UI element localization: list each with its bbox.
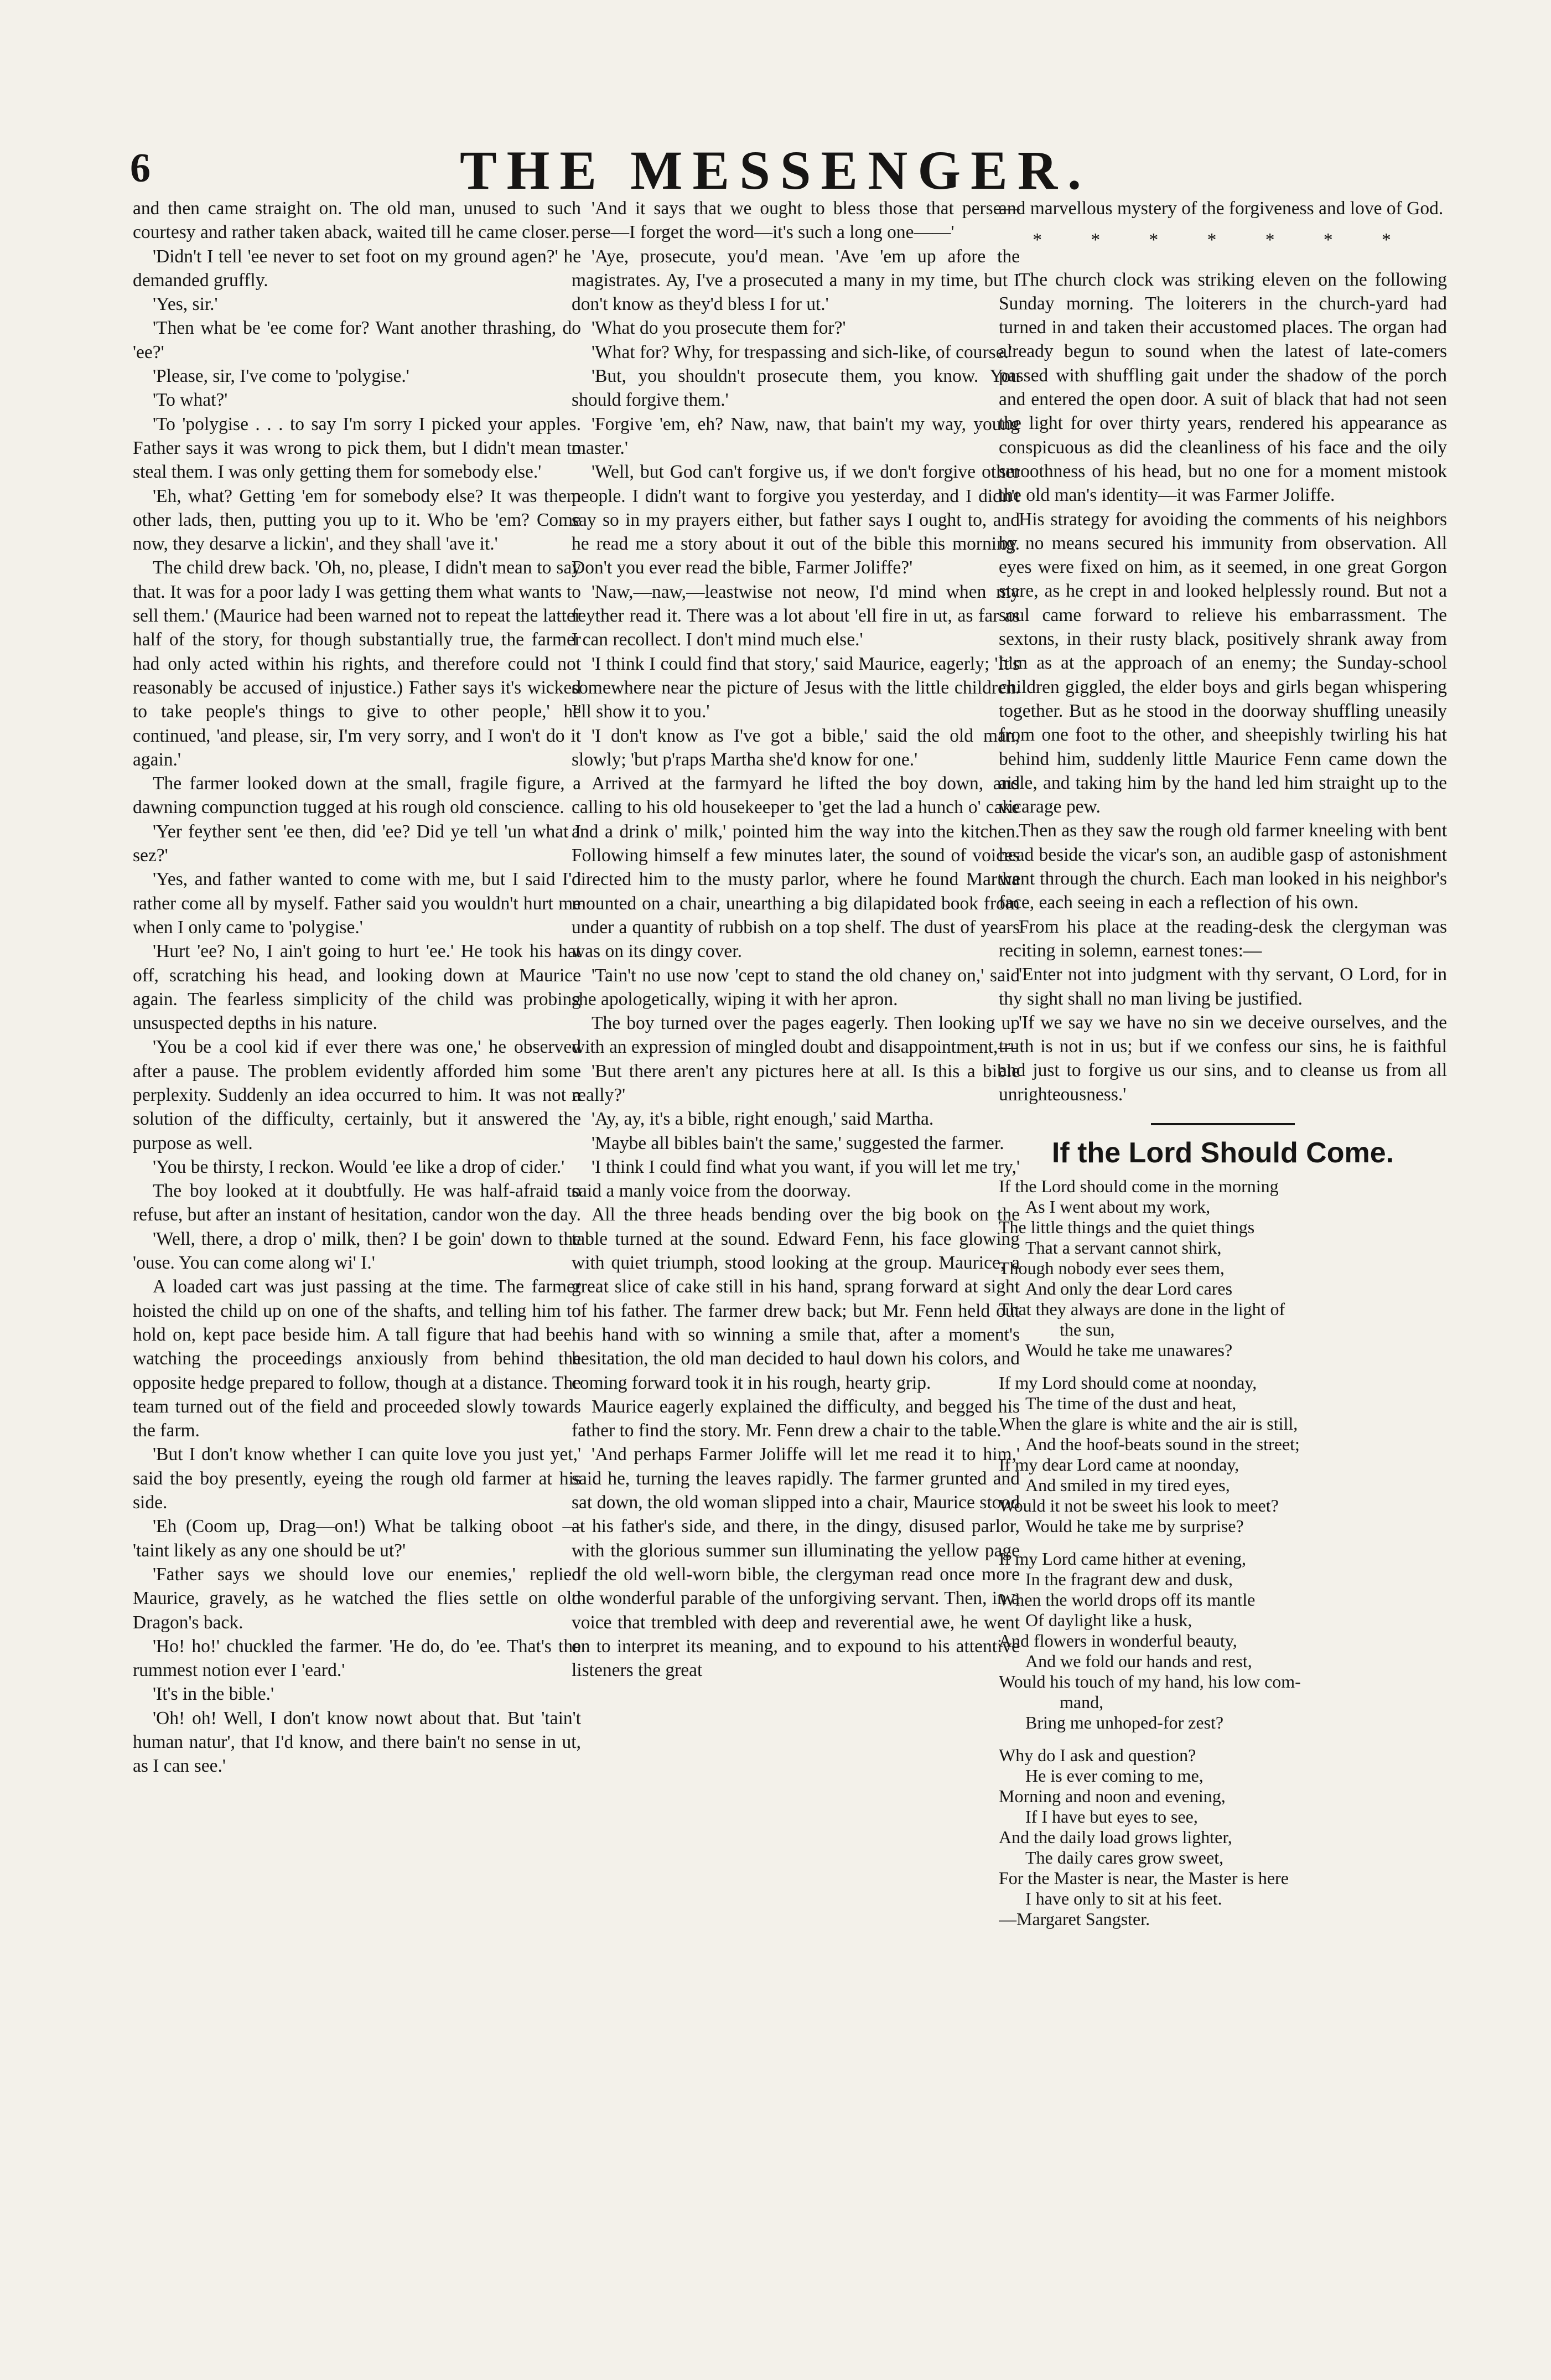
paragraph: 'Eh, what? Getting 'em for somebody else? It was them other lads, then, putting you up to it. Who be 'em? Come now, they desarve a lickin', and they shall 'ave it.' (133, 485, 581, 555)
paragraph: 'Aye, prosecute, you'd mean. 'Ave 'em up afore the magistrates. Ay, I've a prosecuted a many in my time, but I don't know as they'd bless I for ut.' (572, 246, 1020, 315)
poem-line: When the world drops off its mantle (999, 1589, 1256, 1610)
paragraph: 'Forgive 'em, eh? Naw, naw, that bain't my way, young master.' (572, 413, 1020, 458)
paragraph: 'Yer feyther sent 'ee then, did 'ee? Did ye tell 'un what I sez?' (133, 821, 581, 866)
poem-line: As I went about my work, (1025, 1196, 1211, 1217)
paragraph: 'Tain't no use now 'cept to stand the old chaney on,' said she apologetically, wiping it with her apron. (572, 965, 1020, 1010)
poem-line: The daily cares grow sweet, (1025, 1847, 1224, 1867)
paragraph: 'But I don't know whether I can quite love you just yet,' said the boy presently, eyeing the rough old farmer at his side. (133, 1444, 581, 1513)
poem-line: The little things and the quiet things (999, 1217, 1255, 1237)
paragraph: 'Enter not into judgment with thy servant, O Lord, for in thy sight shall no man living be justified. (999, 964, 1447, 1009)
poem-stanza (999, 1745, 1447, 1929)
paragraph: A loaded cart was just passing at the time. The farmer hoisted the child up on one of the shafts, and telling him to hold on, kept pace beside him. A tall figure that had been watching the proceedings anxiously from behind the opposite hedge prepared to follow, though at a distance. The team turned out of the field and proceeded slowly towards the farm. (133, 1276, 581, 1441)
poem-line: For the Master is near, the Master is here (999, 1867, 1289, 1888)
paragraph: 'What do you prosecute them for?' (592, 318, 846, 339)
poem-line: In the fragrant dew and dusk, (1025, 1569, 1233, 1589)
poem-line: Though nobody ever sees them, (999, 1258, 1225, 1278)
paragraph: 'I think I could find that story,' said Maurice, eagerly; 'It's somewhere near the picture of Jesus with the little children. I'll show it to you.' (572, 653, 1020, 722)
poem-line: the sun, (1060, 1319, 1115, 1339)
paragraph: 'Well, but God can't forgive us, if we don't forgive other people. I didn't want to forgive you yesterday, and I didn't say so in my prayers either, but father says I ought to, and he read me a story about it out of the bible this morning. Don't you ever read the bible, Farmer Joliffe?' (572, 462, 1020, 578)
paragraph: 'But there aren't any pictures here at all. Is this a bible really?' (572, 1060, 1020, 1105)
paragraph: 'Ho! ho!' chuckled the farmer. 'He do, do 'ee. That's the rummest notion ever I 'eard.' (133, 1636, 581, 1681)
paragraph: 'Oh! oh! Well, I don't know nowt about that. But 'tain't human natur', that I'd know, and there bain't no sense in ut, as I can see.' (133, 1708, 581, 1777)
section-separator-stars: * * * * * * * (1033, 230, 1413, 251)
poem-line: Why do I ask and question? (999, 1745, 1196, 1765)
poem-line: That a servant cannot shirk, (1025, 1237, 1222, 1258)
paragraph: 'You be thirsty, I reckon. Would 'ee like a drop of cider.' (153, 1156, 565, 1177)
paragraph: 'If we say we have no sin we deceive ourselves, and the truth is not in us; but if we confess our sins, he is faithful and just to forgive us our sins, and to cleanse us from all unrighteousness.' (999, 1012, 1447, 1105)
paragraph: 'I don't know as I've got a bible,' said the old man, slowly; 'but p'raps Martha she'd know for one.' (572, 725, 1020, 770)
poem-line: mand, (1060, 1691, 1104, 1712)
poem-line: Would he take me unawares? (1025, 1339, 1233, 1360)
section-divider (1151, 1123, 1295, 1125)
poem-stanza (999, 1176, 1447, 1360)
paragraph: 'Please, sir, I've come to 'polygise.' (153, 366, 409, 387)
poem-line: Morning and noon and evening, (999, 1786, 1226, 1806)
poem-stanza (999, 1373, 1447, 1536)
paragraph: 'I think I could find what you want, if you will let me try,' said a manly voice from the doorway. (572, 1156, 1020, 1202)
poem-line: That they always are done in the light of (999, 1298, 1285, 1319)
poem-line: Of daylight like a husk, (1025, 1610, 1192, 1630)
paragraph: 'It's in the bible.' (153, 1684, 274, 1705)
paragraph: The boy looked at it doubtfully. He was half-afraid to refuse, but after an instant of hesitation, candor won the day. (133, 1181, 581, 1225)
paragraph: 'Well, there, a drop o' milk, then? I be goin' down to the 'ouse. You can come along wi' I.' (133, 1228, 581, 1274)
poem-title: If the Lord Should Come. (1051, 1136, 1394, 1169)
poem-line: If my Lord came hither at evening, (999, 1548, 1246, 1569)
poem-line: If my Lord should come at noonday, (999, 1372, 1257, 1393)
paragraph: The farmer looked down at the small, fragile figure, a dawning compunction tugged at his rough old conscience. (133, 773, 581, 818)
paragraph: 'Naw,—naw,—leastwise not neow, I'd mind when my feyther read it. There was a lot about 'ell fire in ut, as far as I can recollect. I don't mind much else.' (572, 581, 1020, 650)
page-number: 6 (130, 146, 151, 191)
poem-line: And flowers in wonderful beauty, (999, 1630, 1237, 1651)
paragraph: 'What for? Why, for trespassing and sich-like, of course.' (592, 342, 1012, 363)
paragraph: 'Father says we should love our enemies,' replied Maurice, gravely, as he watched the flies settle on old Dragon's back. (133, 1564, 581, 1633)
poem-line: And only the dear Lord cares (1025, 1278, 1233, 1298)
paragraph: 'Yes, sir.' (153, 294, 218, 315)
paragraph: Maurice eagerly explained the difficulty, and begged his father to find the story. Mr. Fenn drew a chair to the table. (572, 1396, 1020, 1441)
column-middle (572, 196, 1020, 2355)
paragraph: The boy turned over the pages eagerly. Then looking up with an expression of mingled doubt and disappointment,— (572, 1013, 1020, 1058)
paragraph: All the three heads bending over the big book on the table turned at the sound. Edward Fenn, his face glowing with quiet triumph, stood looking at the group. Maurice, a great slice of cake still in his hand, sprang forward at sight of his father. The farmer drew back; but Mr. Fenn held out his hand with so winning a smile that, after a moment's hesitation, the old man decided to haul down his colors, and coming forward took it in his rough, hearty grip. (572, 1204, 1020, 1393)
poem-stanza (999, 1549, 1447, 1733)
paragraph: 'But, you shouldn't prosecute them, you know. You should forgive them.' (572, 366, 1020, 411)
poem (999, 1135, 1447, 1929)
poem-line: Would he take me by surprise? (1025, 1515, 1244, 1536)
paragraph: 'Hurt 'ee? No, I ain't going to hurt 'ee.' He took his hat off, scratching his head, and looking down at Maurice again. The fearless simplicity of the child was probing unsuspected depths in his nature. (133, 941, 581, 1034)
paragraph: and marvellous mystery of the forgiveness and love of God. (999, 198, 1444, 219)
paragraph: From his place at the reading-desk the clergyman was reciting in solemn, earnest tones:— (999, 916, 1447, 961)
poem-line: And the daily load grows lighter, (999, 1827, 1232, 1847)
poem-line: I have only to sit at his feet. (1025, 1888, 1222, 1908)
paragraph: and then came straight on. The old man, unused to such courtesy and rather taken aback, waited till he came closer. (133, 198, 581, 243)
masthead-title: THE MESSENGER. (459, 139, 1092, 201)
paragraph: Then as they saw the rough old farmer kneeling with bent head beside the vicar's son, an audible gasp of astonishment went through the church. Each man looked in his neighbor's face, each seeing in each a reflection of his own. (999, 820, 1447, 913)
paragraph: 'And it says that we ought to bless those that perse—perse—I forget the word—it's such a long one——' (572, 198, 1020, 243)
paragraph: 'You be a cool kid if ever there was one,' he observed after a pause. The problem evidently afforded him some perplexity. Suddenly an idea occurred to him. It was not a solution of the difficulty, certainly, but it answered the purpose as well. (133, 1037, 581, 1153)
paragraph: 'To 'polygise . . . to say I'm sorry I picked your apples. Father says it was wrong to pick them, but I didn't mean to steal them. I was only getting them for somebody else.' (133, 413, 581, 483)
poem-line: If my dear Lord came at noonday, (999, 1454, 1239, 1474)
poem-line: Would his touch of my hand, his low com- (999, 1671, 1301, 1691)
paragraph: 'And perhaps Farmer Joliffe will let me read it to him,' said he, turning the leaves rapidly. The farmer grunted and sat down, the old woman slipped into a chair, Maurice stood at his father's side, and there, in the dingy, disused parlor, with the glorious summer sun illuminating the yellow page of the old well-worn bible, the clergyman read once more the wonderful parable of the unforgiving servant. Then, in a voice that trembled with deep and reverential awe, he went on to interpret its meaning, and to expound to his attentive listeners the great (572, 1444, 1020, 1681)
poem-line: When the glare is white and the air is still, (999, 1413, 1298, 1434)
poem-line: He is ever coming to me, (1025, 1765, 1204, 1786)
poem-line: Would it not be sweet his look to meet? (999, 1495, 1279, 1515)
paragraph: 'Ay, ay, it's a bible, right enough,' said Martha. (592, 1109, 934, 1130)
paragraph: The church clock was striking eleven on the following Sunday morning. The loiterers in the church-yard had turned in and taken their accustomed places. The organ had already begun to sound when the latest of late-comers passed with shuffling gait under the shadow of the porch and entered the open door. A suit of black that had not seen the light for over thirty years, rendered his appearance as conspicuous as did the cleanliness of his face and the oily smoothness of his head, but no one for a moment mistook the old man's identity—it was Farmer Joliffe. (999, 269, 1447, 506)
paragraph: 'Didn't I tell 'ee never to set foot on my ground agen?' he demanded gruffly. (133, 246, 581, 291)
poem-line: And the hoof-beats sound in the street; (1025, 1434, 1300, 1454)
poem-line: And we fold our hands and rest, (1025, 1651, 1252, 1671)
paragraph: 'To what?' (153, 390, 228, 411)
poem-line: And smiled in my tired eyes, (1025, 1474, 1230, 1495)
column-right (999, 196, 1447, 2355)
paragraph: 'Then what be 'ee come for? Want another thrashing, do 'ee?' (133, 318, 581, 363)
paragraph: 'Maybe all bibles bain't the same,' suggested the farmer. (592, 1132, 1004, 1153)
poem-line: The time of the dust and heat, (1025, 1393, 1237, 1413)
paragraph: 'Yes, and father wanted to come with me, but I said I'd rather come all by myself. Father said you wouldn't hurt me when I only came to 'polygise.' (133, 869, 581, 938)
paragraph: The child drew back. 'Oh, no, please, I didn't mean to say that. It was for a poor lady I was getting them what wants to sell them.' (Maurice had been warned not to repeat the latter half of the story, for though substantially true, the farmer had only acted within his rights, and therefore could not reasonably be accused of injustice.) Father says it's wicked to take people's things to give to other people,' he continued, 'and please, sir, I'm very sorry, and I won't do it again.' (133, 557, 581, 770)
paragraph: His strategy for avoiding the comments of his neighbors by no means secured his immunity from observation. All eyes were fixed on him, as it seemed, in one great Gorgon stare, as he crept in and looked helplessly round. But not a soul came forward to relieve his embarrassment. The sextons, in their rusty black, positively shrank away from him as at the approach of an enemy; the Sunday-school children giggled, the elder boys and girls began whispering together. But as he stood in the doorway shuffling uneasily from one foot to the other, and sheepishly twirling his hat behind him, suddenly little Maurice Fenn came down the aisle, and taking him by the hand led him straight up to the vicarage pew. (999, 509, 1447, 818)
paragraph: Arrived at the farmyard he lifted the boy down, and calling to his old housekeeper to 'get the lad a hunch o' cake and a drink o' milk,' pointed him the way into the kitchen. Following himself a few minutes later, the sound of voices directed him to the musty parlor, where he found Martha mounted on a chair, unearthing a big dilapidated book from under a quantity of rubbish on a top shelf. The dust of years was on its dingy cover. (572, 773, 1020, 962)
poem-line: If the Lord should come in the morning (999, 1176, 1279, 1196)
paragraph: 'Eh (Coom up, Drag—on!) What be talking oboot — 'taint likely as any one should be ut?' (133, 1516, 581, 1561)
poem-line: If I have but eyes to see, (1025, 1806, 1198, 1827)
column-left (133, 196, 581, 2355)
poem-line: Bring me unhoped-for zest? (1025, 1712, 1224, 1732)
poem-author: —Margaret Sangster. (999, 1908, 1150, 1929)
